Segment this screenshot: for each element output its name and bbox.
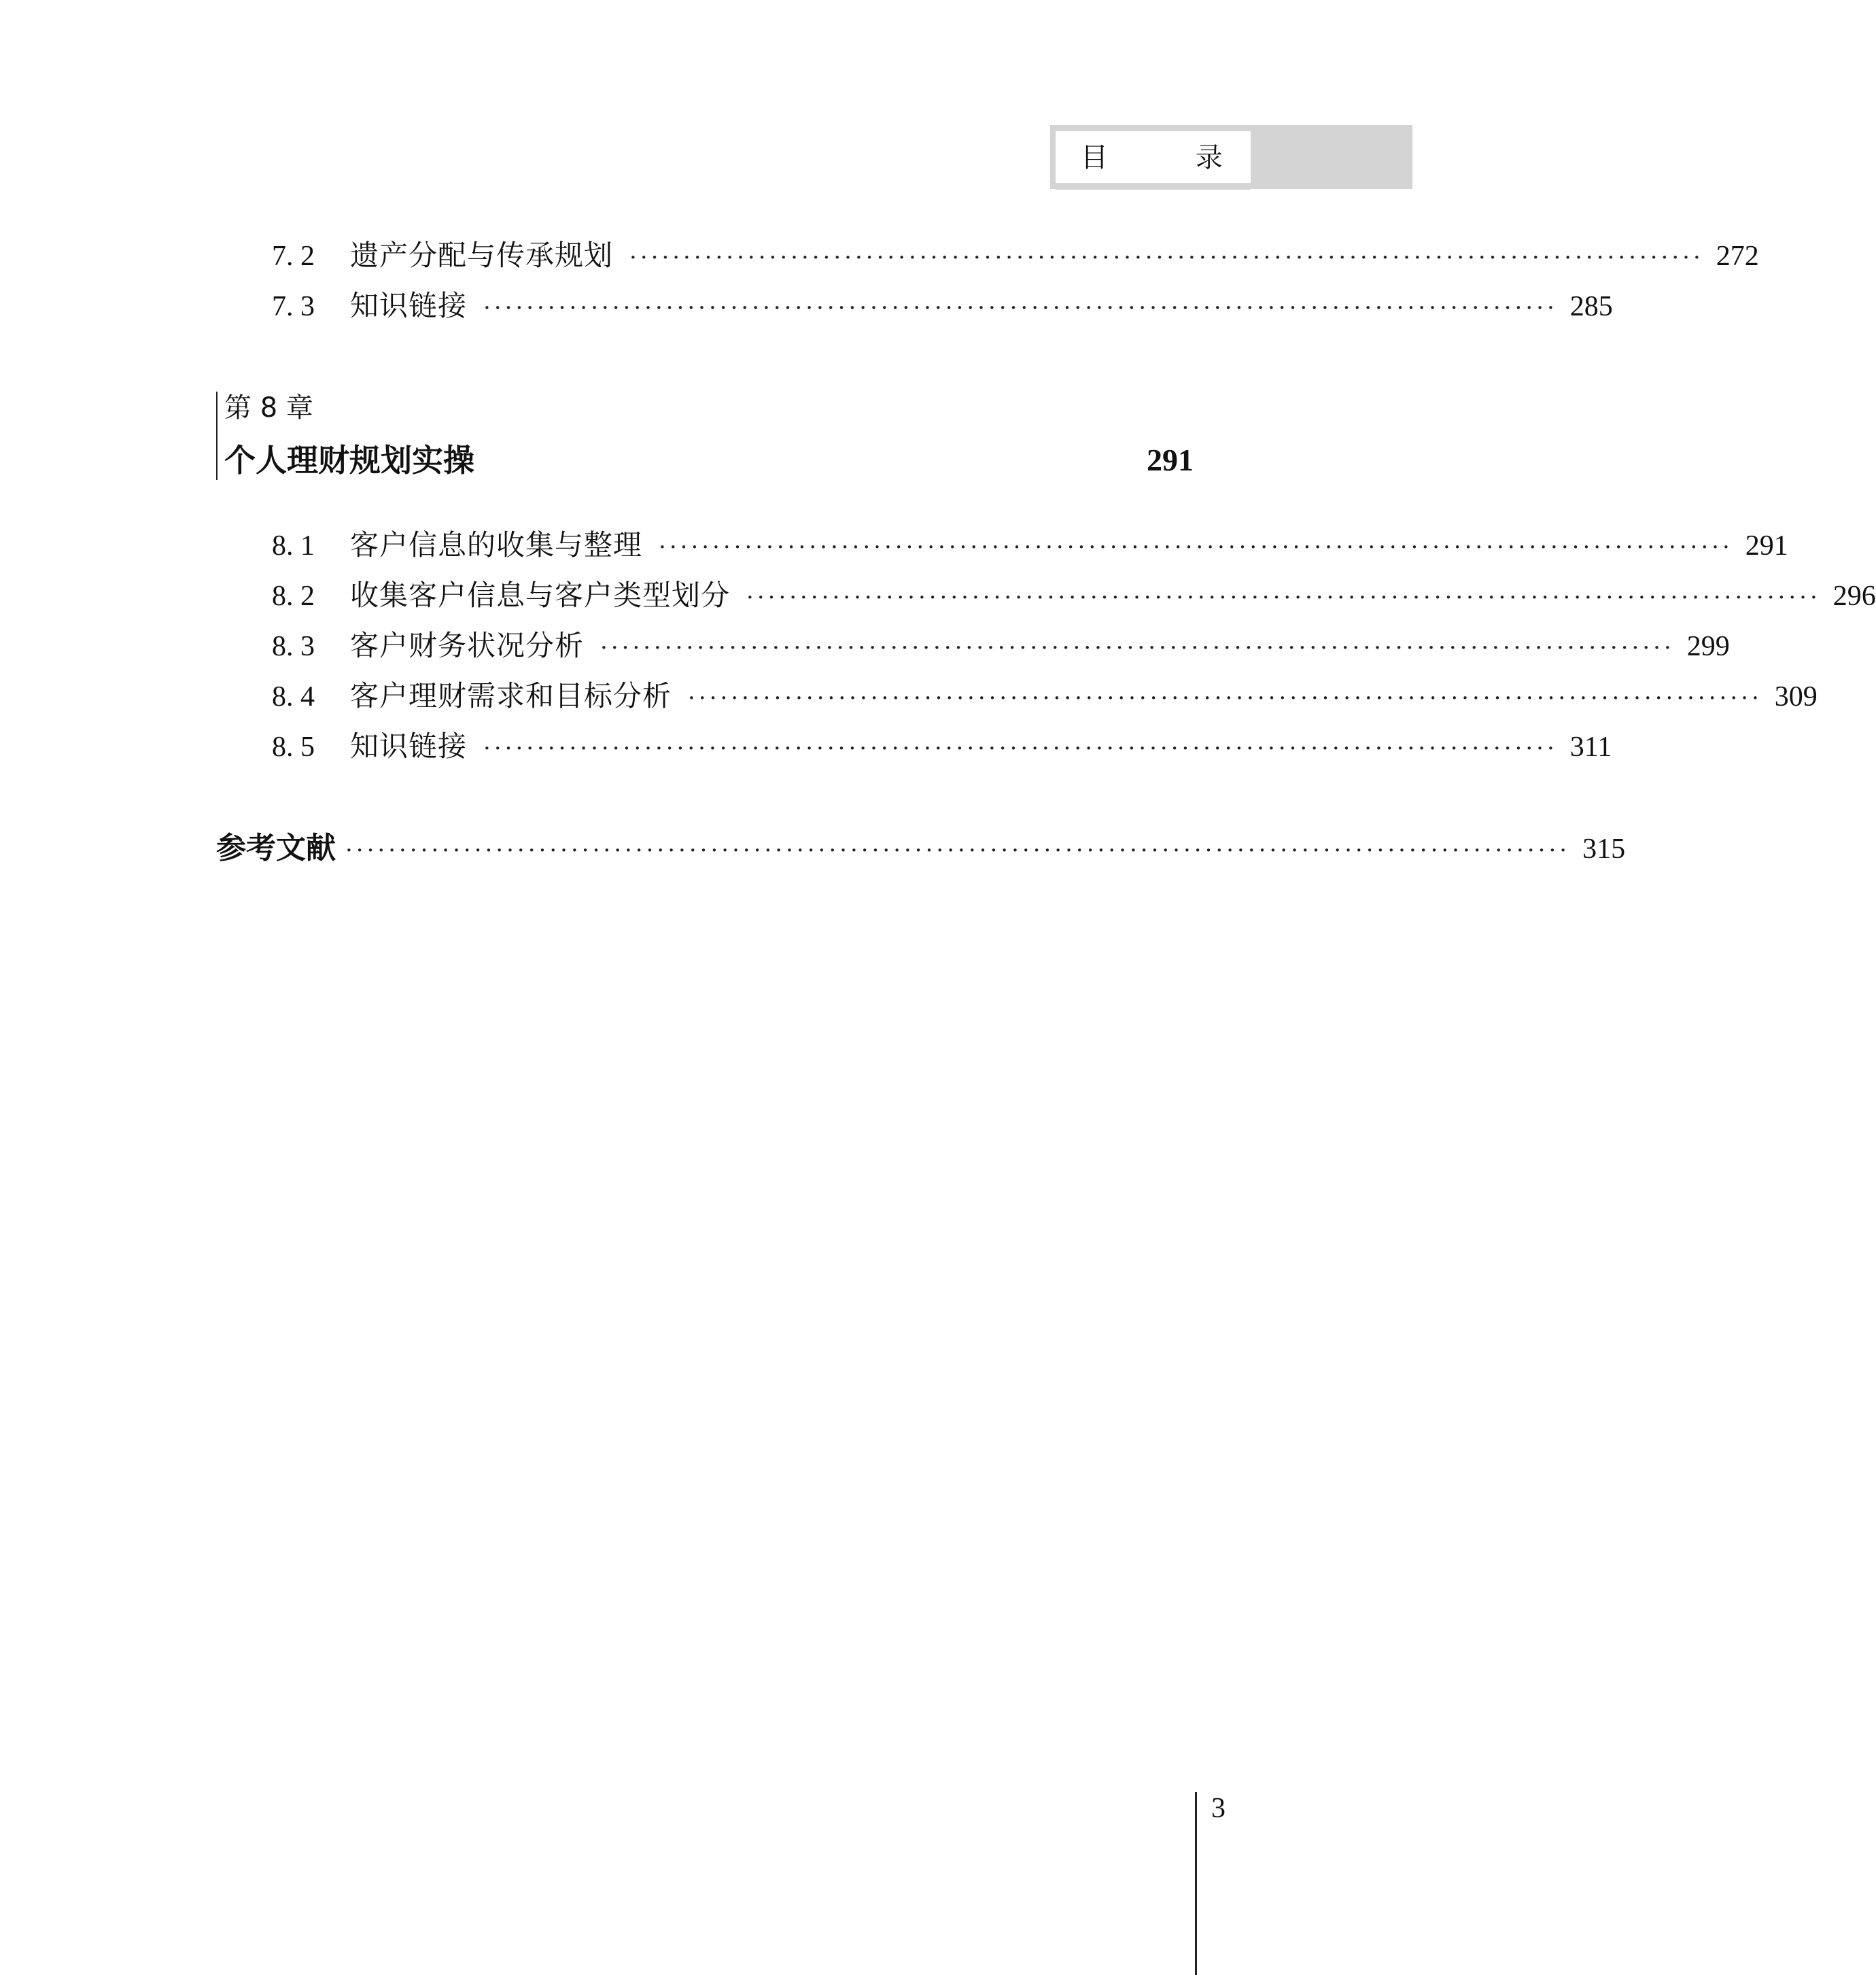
toc-entry[interactable] (272, 525, 1788, 566)
leader-dots: ···································································································· (483, 735, 1558, 762)
references-page: 315 (1582, 834, 1626, 865)
toc-entry-page: 272 (1716, 241, 1759, 272)
chapter-title[interactable]: 个人理财规划实操 (224, 442, 474, 479)
toc-entry-page: 296 (1832, 581, 1876, 612)
toc-entry-page: 311 (1569, 732, 1612, 763)
chapter-page: 291 (1147, 443, 1194, 477)
toc-entry-page: 285 (1569, 291, 1613, 322)
toc-entry-title: 客户信息的收集与整理 (350, 528, 643, 562)
leader-dots: ···································································································· (659, 534, 1733, 561)
toc-entry[interactable] (272, 286, 1613, 326)
chapter-label: 第 8 章 (224, 392, 313, 424)
chapter-rule (216, 392, 218, 480)
toc-entry[interactable] (272, 625, 1730, 666)
toc-entry-number: 8. 2 (272, 581, 315, 612)
leader-dots: ···································································································· (688, 685, 1762, 712)
toc-entry[interactable] (272, 575, 1876, 616)
references-entry[interactable] (216, 827, 1626, 870)
toc-entry[interactable] (272, 676, 1818, 717)
toc-entry-page: 291 (1745, 530, 1788, 562)
references-title: 参考文献 (216, 831, 336, 865)
toc-entry-page: 299 (1686, 631, 1730, 662)
leader-dots: ···································································································· (746, 584, 1821, 611)
header-label: 目 录 (1081, 142, 1262, 173)
toc-entry-number: 7. 3 (272, 291, 315, 322)
toc-entry-title: 客户理财需求和目标分析 (350, 679, 672, 712)
leader-dots: ···································································································· (600, 634, 1675, 662)
toc-entry-title: 收集客户信息与客户类型划分 (350, 579, 731, 612)
toc-entry-title: 遗产分配与传承规划 (350, 239, 614, 272)
toc-entry-number: 8. 1 (272, 530, 315, 562)
toc-entry-title: 知识链接 (350, 289, 468, 322)
leader-dots: ···································································································· (483, 294, 1558, 322)
toc-entry[interactable] (272, 235, 1759, 276)
toc-entry-number: 8. 4 (272, 681, 315, 712)
toc-entry-page: 309 (1774, 681, 1818, 712)
toc-entry-number: 8. 5 (272, 732, 315, 763)
toc-entry-title: 客户财务状况分析 (350, 629, 585, 662)
page-number-rule (1195, 1792, 1197, 1975)
toc-entry[interactable] (272, 726, 1612, 767)
toc-entry-number: 8. 3 (272, 631, 315, 662)
leader-dots: ···································································································· (629, 244, 1704, 271)
page-number: 3 (1211, 1793, 1226, 1824)
leader-dots: ·················································································································· (345, 837, 1571, 864)
toc-entry-number: 7. 2 (272, 241, 315, 272)
toc-entry-title: 知识链接 (350, 729, 468, 763)
